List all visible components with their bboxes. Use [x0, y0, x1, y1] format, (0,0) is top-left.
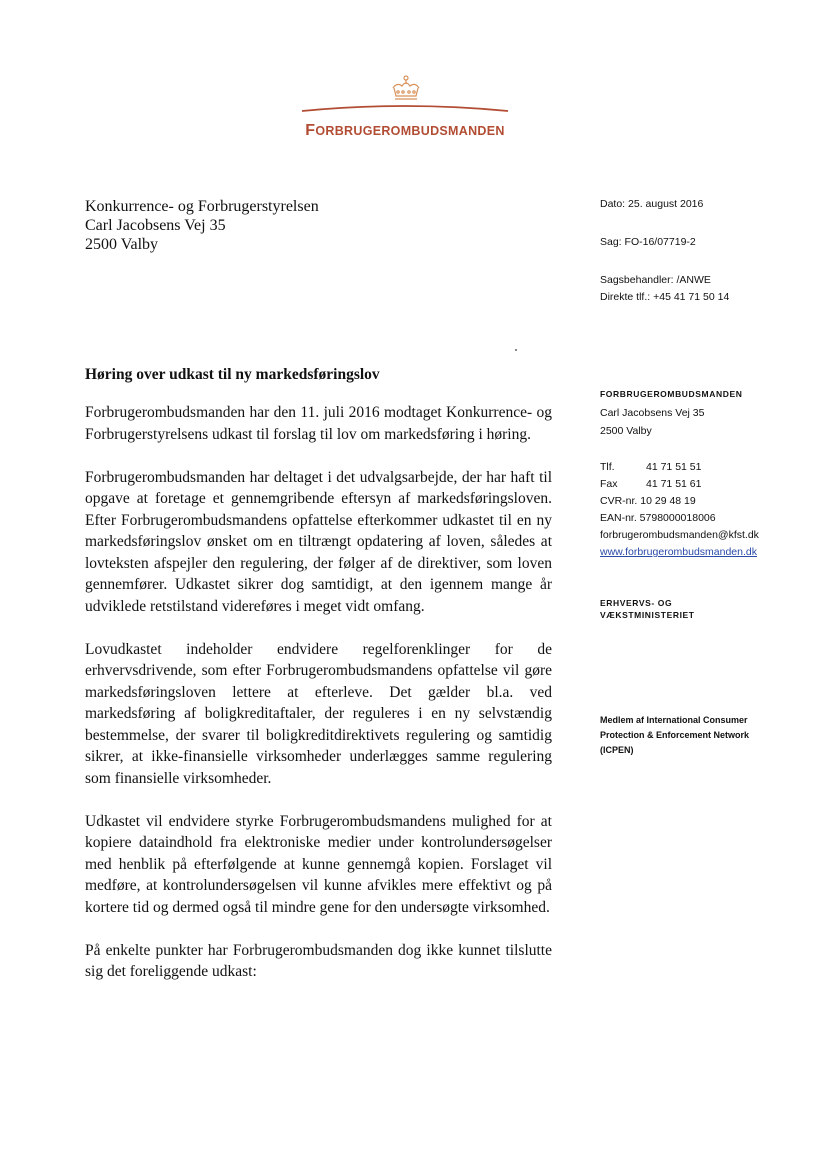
meta-phone: Direkte tlf.: +45 41 71 50 14 — [600, 291, 730, 303]
member-line: Medlem af International Consumer — [600, 715, 748, 725]
letterhead-name: FORBRUGEROMBUDSMANDEN — [305, 122, 505, 139]
ministry-line: ERHVERVS- OG — [600, 598, 673, 608]
meta-date: Dato: 25. august 2016 — [600, 198, 704, 210]
meta-case: Sag: FO-16/07719-2 — [600, 236, 696, 248]
member-line: (ICPEN) — [600, 745, 634, 755]
body-paragraph: Lovudkastet indeholder endvidere regelforenklinger for de erhvervsdrivende, som efter Forbrugerombudsmandens opfattelse vil gøre markedsføringsloven lettere at efterleve. Det gælder bl.a. ved markedsføring af boligkreditaftaler, der reguleres i en ny selvstændig bestemmelse, der svarer til boligkreditdirektivets regulering og samtidig sikrer, at ikke-finansielle virksomheder underlægges samme regulering som finansielle virksomheder. — [85, 640, 552, 787]
sender-address-line: 2500 Valby — [600, 425, 652, 437]
scan-speck — [515, 349, 517, 351]
crown-icon — [389, 74, 423, 104]
letter-subject: Høring over udkast til ny markedsføringslov — [85, 366, 380, 383]
member-block — [600, 713, 749, 758]
body-paragraph: Udkastet vil endvidere styrke Forbrugerombudsmandens mulighed for at kopiere dataindhold fra elektroniske medier under kontrolundersøgelser med henblik på efterfølgende at kunne gennemgå kopien. Forslaget vil medføre, at kontrolundersøgelsen vil kunne afvikles mere effektivt og på kortere tid og dermed også til mindre gene for den undersøgte virksomhed. — [85, 812, 552, 916]
sender-address-line: Carl Jacobsens Vej 35 — [600, 407, 705, 419]
contact-website-link[interactable]: www.forbrugerombudsmanden.dk — [600, 546, 757, 558]
recipient-line: Carl Jacobsens Vej 35 — [85, 217, 226, 234]
letter-body — [85, 402, 552, 1004]
letterhead-logo — [300, 74, 510, 144]
member-line: Protection & Enforcement Network — [600, 730, 750, 740]
recipient-line: Konkurrence- og Forbrugerstyrelsen — [85, 198, 319, 215]
contact-fax: Fax 41 71 51 61 — [600, 478, 702, 490]
meta-handler: Sagsbehandler: /ANWE — [600, 274, 711, 286]
contact-ean: EAN-nr. 5798000018006 — [600, 512, 716, 524]
body-paragraph: Forbrugerombudsmanden har den 11. juli 2016 modtaget Konkurrence- og Forbrugerstyrelsens udkast til forslag til lov om markedsføring i høring. — [85, 404, 552, 443]
recipient-line: 2500 Valby — [85, 236, 159, 253]
letterhead-swoosh — [300, 103, 510, 115]
recipient-address — [85, 197, 319, 254]
body-paragraph: På enkelte punkter har Forbrugerombudsmanden dog ikke kunnet tilslutte sig det foreliggende udkast: — [85, 941, 552, 980]
body-paragraph: Forbrugerombudsmanden har deltaget i det udvalgsarbejde, der har haft til opgave at foretage et gennemgribende eftersyn af markedsføringsloven. Efter Forbrugerombudsmandens opfattelse efterkommer udkastet til en ny markedsføringslov ønsket om en tiltrængt opdatering af loven, således at lovteksten afspejler den regulering, der følger af de direktiver, som loven gennemfører. Udkastet sikrer dog samtidigt, at den igennem mange år udviklede retstilstand videreføres i meget vidt omfang. — [85, 468, 552, 615]
contact-phone: Tlf. 41 71 51 51 — [600, 461, 702, 473]
contact-cvr: CVR-nr. 10 29 48 19 — [600, 495, 696, 507]
sender-name: FORBRUGEROMBUDSMANDEN — [600, 389, 743, 399]
sender-block — [600, 388, 742, 440]
ministry-block — [600, 597, 695, 621]
sender-contacts — [600, 459, 759, 561]
ministry-line: VÆKSTMINISTERIET — [600, 610, 695, 620]
contact-email[interactable]: forbrugerombudsmanden@kfst.dk — [600, 529, 759, 541]
